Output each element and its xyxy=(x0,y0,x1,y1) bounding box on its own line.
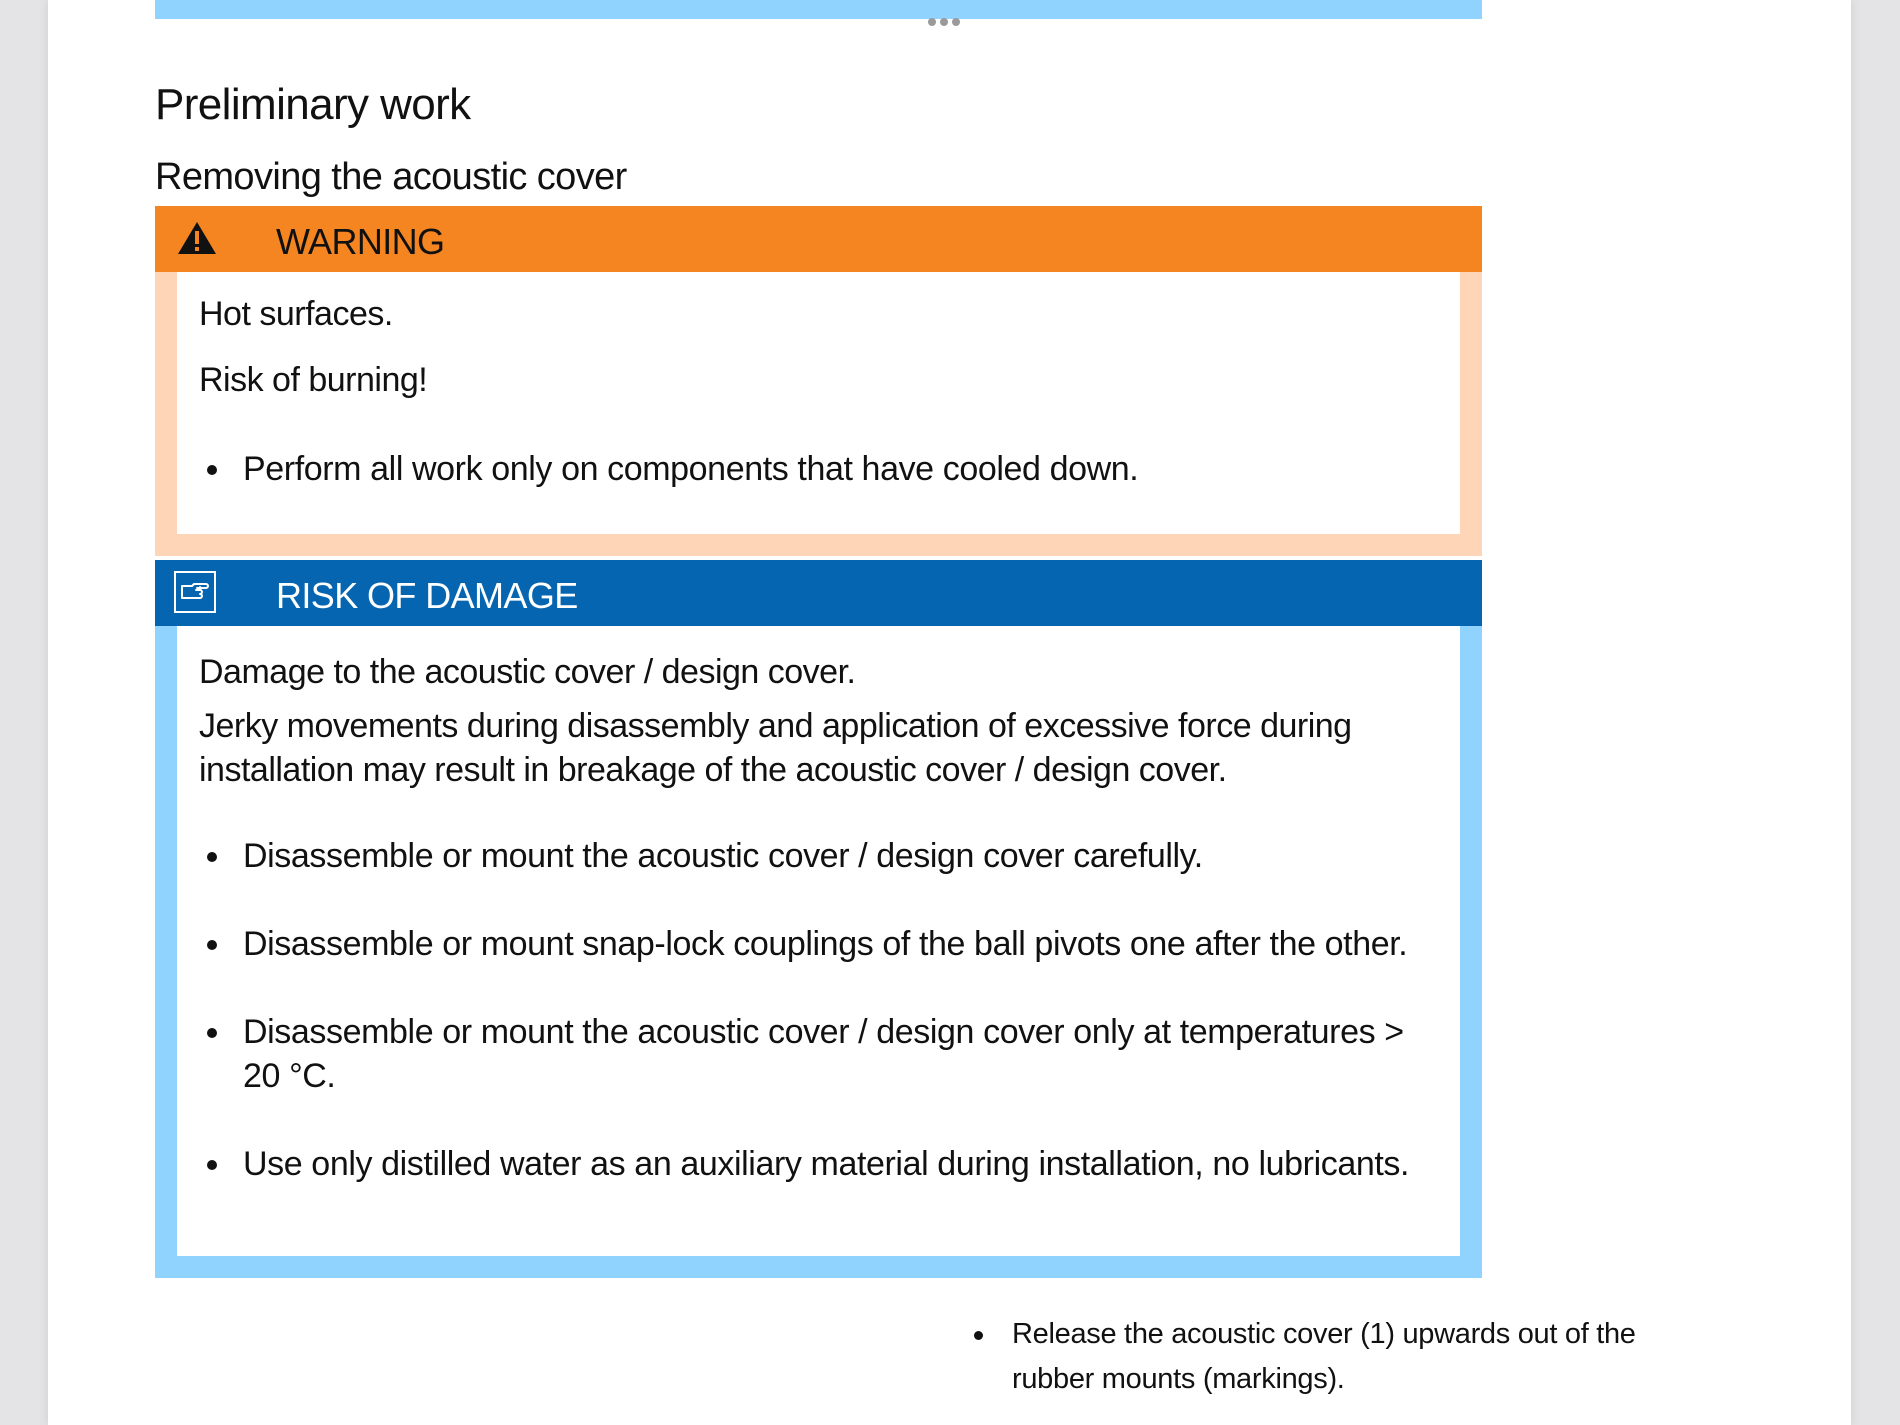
more-options-icon[interactable] xyxy=(928,18,960,26)
warning-label: WARNING xyxy=(276,221,445,262)
section-title: Preliminary work xyxy=(155,80,471,129)
warning-triangle-icon xyxy=(177,221,217,255)
damage-bullet: Disassemble or mount the acoustic cover / design cover carefully. xyxy=(199,834,1438,878)
procedure-steps xyxy=(966,1312,1686,1402)
warning-body xyxy=(177,272,1460,534)
previous-notice-frame xyxy=(155,0,1482,19)
risk-of-damage-notice xyxy=(155,560,1482,1278)
warning-header xyxy=(155,206,1482,272)
damage-bullet: Use only distilled water as an auxiliary material during installation, no lubricants. xyxy=(199,1142,1438,1186)
damage-bullet: Disassemble or mount snap-lock couplings of the ball pivots one after the other. xyxy=(199,922,1438,966)
warning-line: Hot surfaces. xyxy=(199,295,393,333)
warning-bullet: Perform all work only on components that have cooled down. xyxy=(199,447,1438,491)
damage-line: Jerky movements during disassembly and application of excessive force during installation may result in breakage of the acoustic cover / design cover. xyxy=(199,707,1352,789)
damage-line: Damage to the acoustic cover / design cover. xyxy=(199,653,856,691)
risk-of-damage-body xyxy=(177,626,1460,1256)
warning-line: Risk of burning! xyxy=(199,361,428,399)
section-subtitle: Removing the acoustic cover xyxy=(155,156,627,198)
warning-bullet-list xyxy=(199,447,1438,491)
warning-notice xyxy=(155,206,1482,556)
risk-of-damage-header xyxy=(155,560,1482,626)
procedure-step: Release the acoustic cover (1) upwards out of the rubber mounts (markings). xyxy=(966,1312,1686,1402)
pointing-hand-icon xyxy=(174,571,216,613)
damage-bullet: Disassemble or mount the acoustic cover / design cover only at temperatures > 20 °C. xyxy=(199,1010,1438,1098)
damage-bullet-list xyxy=(199,834,1438,1186)
document-page xyxy=(48,0,1851,1425)
risk-of-damage-label: RISK OF DAMAGE xyxy=(276,575,578,616)
